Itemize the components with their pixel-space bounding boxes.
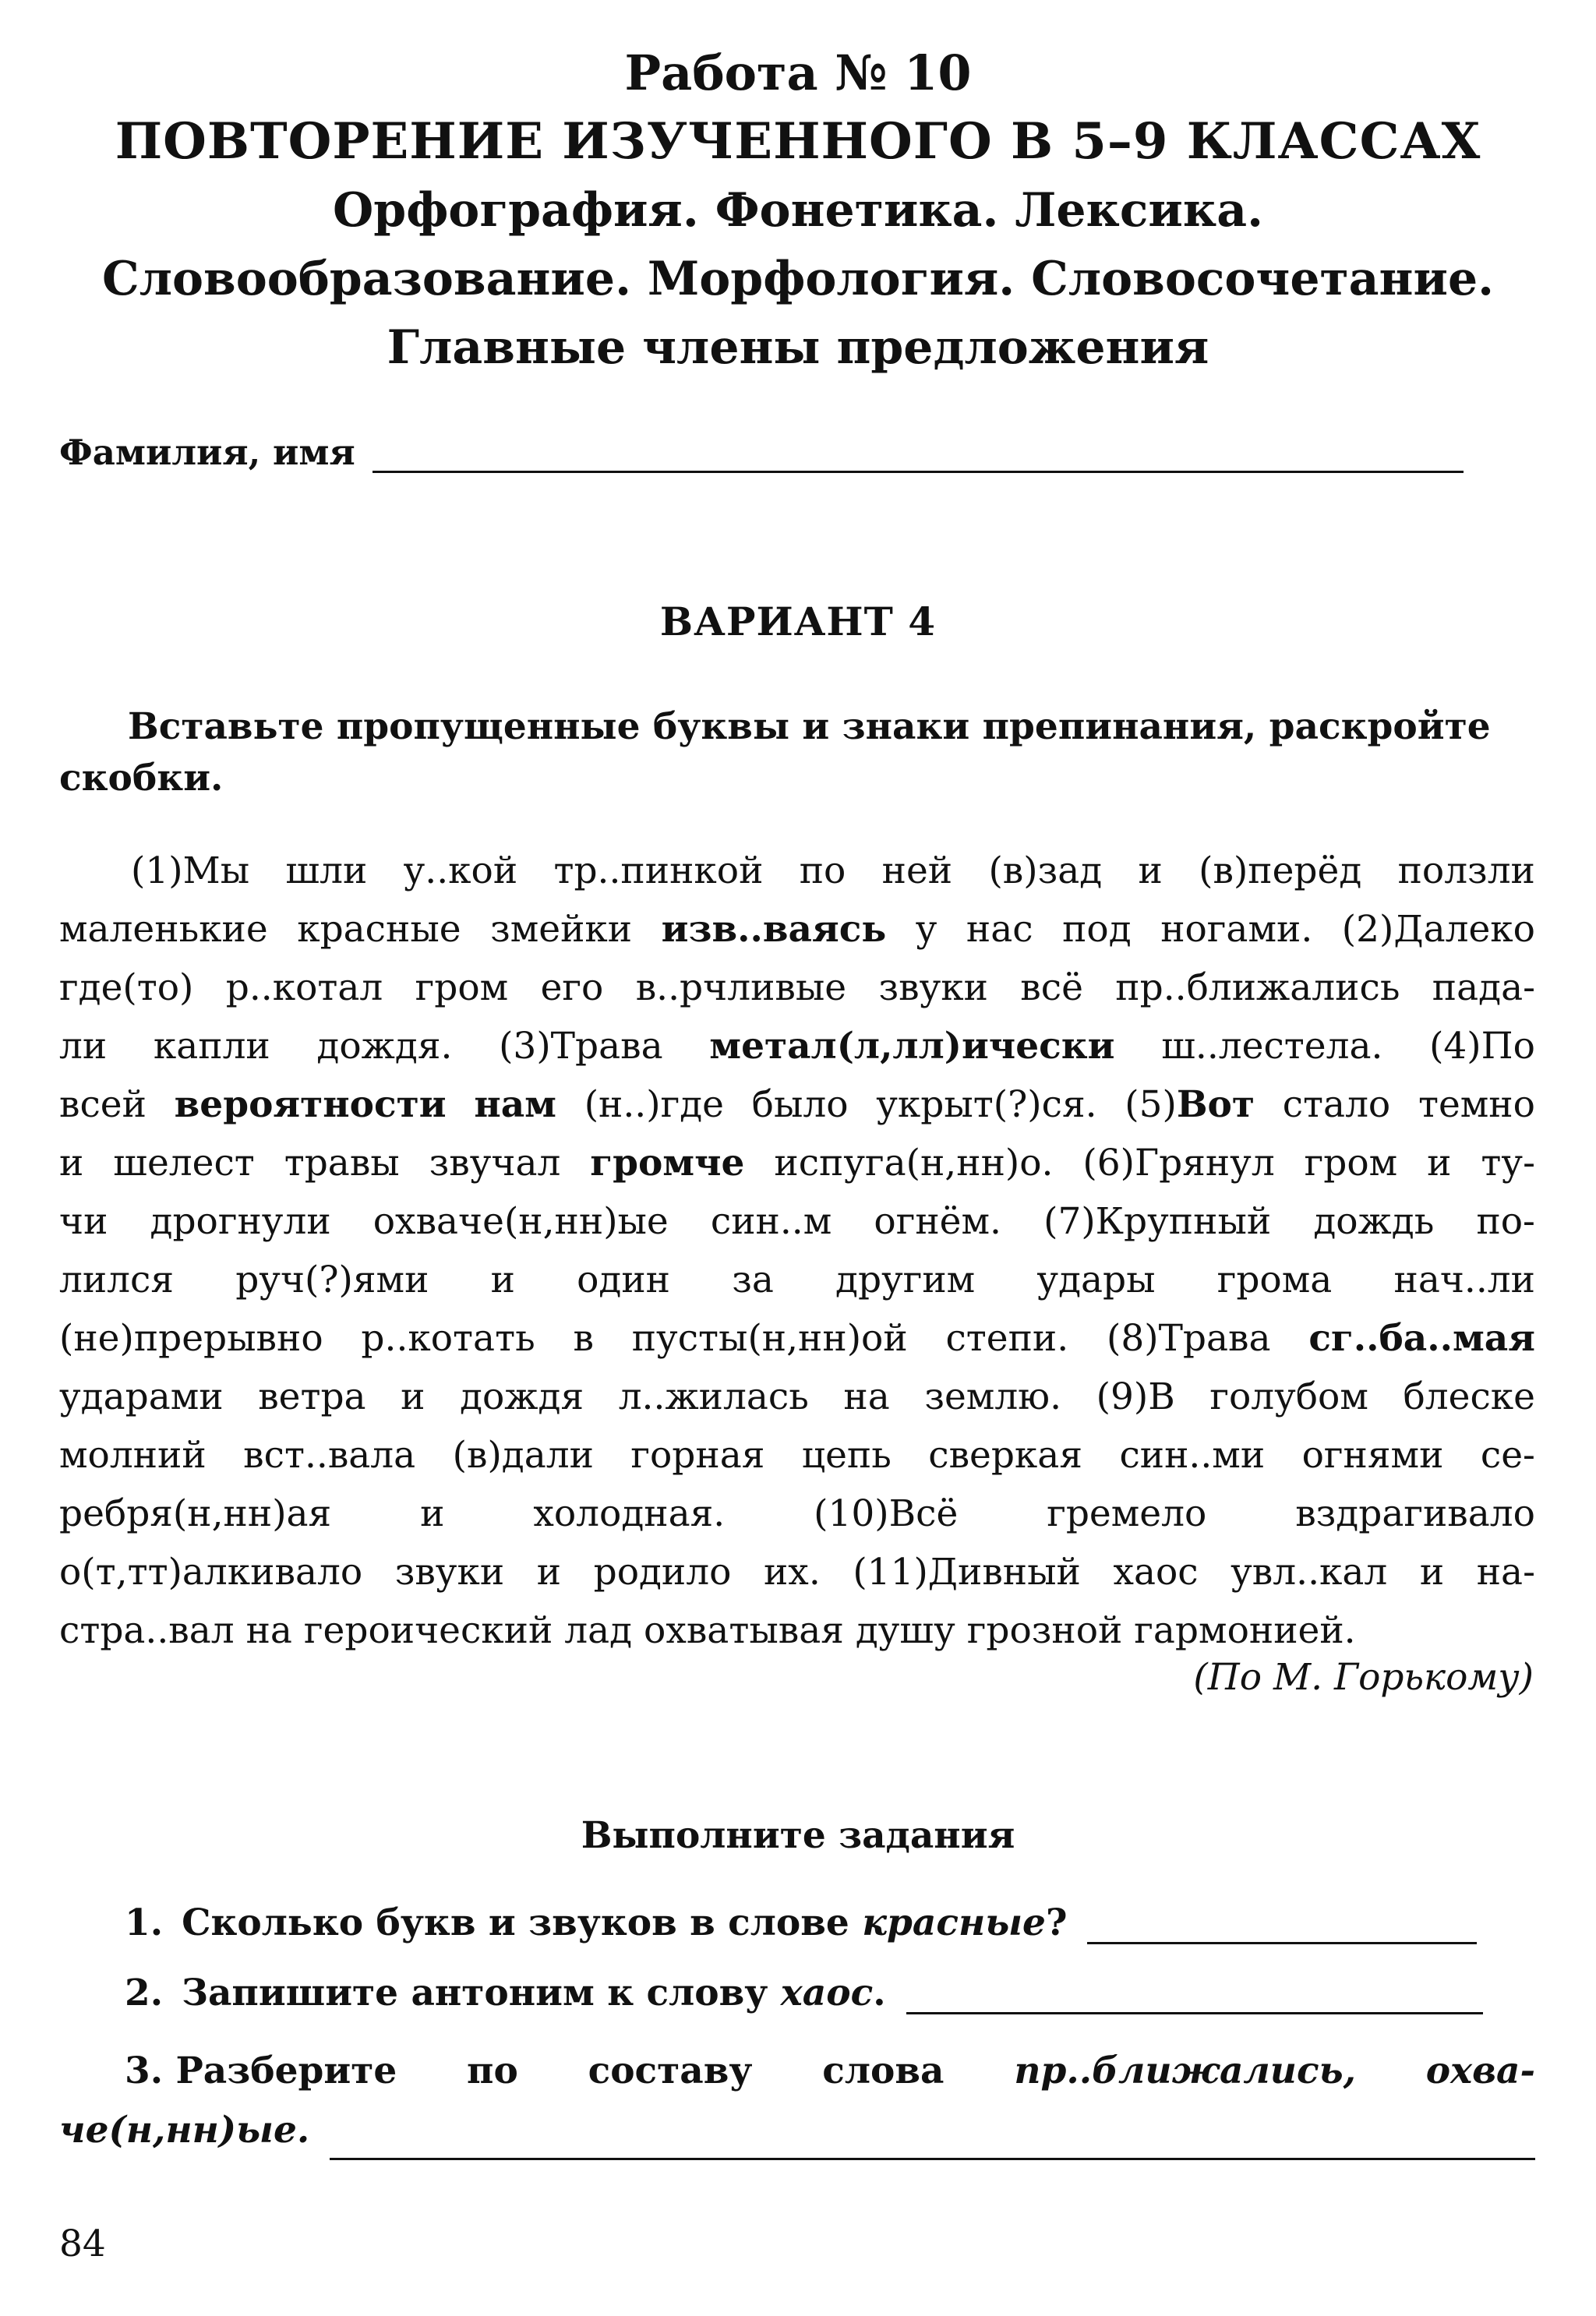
page-title: ПОВТОРЕНИЕ ИЗУЧЕННОГО В 5–9 КЛАССАХ xyxy=(115,112,1481,171)
text-word: было xyxy=(751,1083,849,1126)
text-word: родило xyxy=(593,1551,732,1594)
text-line xyxy=(59,959,1535,1017)
text-word: у..кой xyxy=(403,849,518,892)
text-word: звучал xyxy=(429,1142,561,1184)
text-word: нач..ли xyxy=(1393,1259,1535,1301)
text-word: в..рчливые xyxy=(635,966,847,1009)
text-word: степи. xyxy=(945,1317,1069,1360)
text-line xyxy=(59,842,1535,900)
task-punct: . xyxy=(296,2109,310,2152)
text-word: р..котал xyxy=(225,966,383,1009)
subtitle-line-1: Орфография. Фонетика. Лексика. xyxy=(332,183,1264,238)
task-word: хаос xyxy=(780,1972,874,2014)
text-word: и xyxy=(1419,1551,1445,1594)
text-word: Вот xyxy=(1176,1083,1255,1126)
text-word: ребря(н,нн)ая xyxy=(59,1492,332,1535)
text-word: и xyxy=(420,1492,445,1535)
text-word: шелест xyxy=(113,1142,255,1184)
text-word: гром xyxy=(415,966,509,1009)
text-word: охватывая xyxy=(644,1609,844,1652)
text-word-group xyxy=(1125,1075,1255,1134)
text-word: горная xyxy=(630,1434,765,1477)
text-word: изв..ваясь xyxy=(661,908,887,951)
text-word: капли xyxy=(153,1025,270,1068)
task-text: составу xyxy=(588,2049,753,2092)
subtitle-line-3: Главные члены предложения xyxy=(387,320,1209,375)
text-word: метал(л,лл)ически xyxy=(709,1025,1115,1068)
text-word: по xyxy=(799,849,846,892)
text-word: л..жилась xyxy=(618,1375,809,1418)
text-word: (2)Далеко xyxy=(1341,908,1535,951)
text-line xyxy=(59,1075,1535,1134)
text-word: хаос xyxy=(1113,1551,1199,1594)
text-word: увл..кал xyxy=(1231,1551,1388,1594)
text-word: блеске xyxy=(1403,1375,1535,1418)
text-word: вст..вала xyxy=(243,1434,416,1477)
text-word: (3)Трава xyxy=(499,1025,663,1068)
task-text: слова xyxy=(822,2049,945,2092)
task-text: Запишите антоним к слову xyxy=(182,1972,768,2014)
task-punct: ? xyxy=(1045,1901,1068,1944)
text-word: (в)зад xyxy=(988,849,1103,892)
text-word: (1)Мы xyxy=(131,849,250,892)
text-word: (5) xyxy=(1125,1083,1177,1126)
text-word: чи xyxy=(59,1200,108,1243)
text-word: се- xyxy=(1480,1434,1535,1477)
text-word: в xyxy=(573,1317,594,1360)
text-word: (10)Всё xyxy=(814,1492,959,1535)
text-word: син..м xyxy=(710,1200,832,1243)
task-3-line-2 xyxy=(59,2101,1535,2160)
text-word: ветра xyxy=(258,1375,366,1418)
name-field-row xyxy=(59,432,1540,473)
text-word: героический xyxy=(303,1609,553,1652)
text-word: травы xyxy=(284,1142,400,1184)
text-word: молний xyxy=(59,1434,207,1477)
text-line xyxy=(59,1368,1535,1426)
task-1 xyxy=(125,1901,1477,1944)
text-word: (9)В xyxy=(1096,1375,1175,1418)
answer-blank-line[interactable] xyxy=(1087,1905,1477,1944)
text-word: сверкая xyxy=(928,1434,1082,1477)
text-word: (н..)где xyxy=(584,1083,724,1126)
text-word: тр..пинкой xyxy=(553,849,764,892)
task-text: Сколько букв и звуков в слове xyxy=(182,1901,849,1944)
text-word: вздрагивало xyxy=(1295,1492,1535,1535)
task-3 xyxy=(59,2042,1535,2160)
text-word: по- xyxy=(1476,1200,1535,1243)
text-word: гром xyxy=(1304,1142,1398,1184)
text-word: на xyxy=(843,1375,890,1418)
text-word: душу xyxy=(855,1609,955,1652)
text-word: охваче(н,нн)ые xyxy=(373,1200,669,1243)
text-word: шли xyxy=(285,849,368,892)
task-3-line-1 xyxy=(59,2042,1535,2101)
text-word: красные xyxy=(297,908,461,951)
text-word: лился xyxy=(59,1259,175,1301)
task-text: по xyxy=(467,2049,518,2092)
text-word: вероятности xyxy=(174,1083,447,1126)
answer-blank-line[interactable] xyxy=(330,2117,1535,2160)
text-word: огнями xyxy=(1301,1434,1444,1477)
text-word: ногами. xyxy=(1160,908,1313,951)
text-word: пр..ближались xyxy=(1115,966,1400,1009)
text-word: дождя. xyxy=(316,1025,453,1068)
text-word: цепь xyxy=(801,1434,892,1477)
text-word: всей xyxy=(59,1083,147,1126)
variant-heading: ВАРИАНТ 4 xyxy=(659,598,937,644)
text-word: под xyxy=(1062,908,1132,951)
text-word: (6)Грянул xyxy=(1082,1142,1275,1184)
task-2 xyxy=(125,1972,1483,2014)
text-line xyxy=(59,1192,1535,1251)
attribution: (По М. Горькому) xyxy=(1193,1656,1534,1699)
text-word: нам xyxy=(474,1083,556,1126)
task-word: красные xyxy=(862,1901,1046,1944)
text-word: (в)дали xyxy=(452,1434,594,1477)
text-word: змейки xyxy=(490,908,633,951)
text-word: грома xyxy=(1216,1259,1333,1301)
text-word: ту- xyxy=(1481,1142,1535,1184)
text-word: землю. xyxy=(924,1375,1062,1418)
text-word: (не)прерывно xyxy=(59,1317,323,1360)
text-word: ней xyxy=(881,849,953,892)
text-word: и xyxy=(490,1259,515,1301)
task-number: 2. xyxy=(125,1972,164,2014)
text-word: и xyxy=(59,1142,84,1184)
task-word: че(н,нн)ые xyxy=(59,2109,297,2152)
task-word: пр..ближались, xyxy=(1014,2049,1356,2092)
task-word: охва- xyxy=(1425,2049,1535,2092)
tasks-title: Выполните задания xyxy=(581,1814,1015,1857)
text-word: на xyxy=(245,1609,292,1652)
page-headings xyxy=(0,39,1596,382)
text-word: и xyxy=(536,1551,562,1594)
text-word: р..котать xyxy=(361,1317,535,1360)
text-word: громче xyxy=(590,1142,745,1184)
text-word: звуки xyxy=(394,1551,505,1594)
text-word: нас xyxy=(966,908,1033,951)
name-label: Фамилия, имя xyxy=(59,432,355,473)
text-word: син..ми xyxy=(1119,1434,1266,1477)
task-text: Разберите xyxy=(175,2049,397,2092)
text-line xyxy=(59,1543,1535,1601)
text-word: стало xyxy=(1282,1083,1391,1126)
text-word: пусты(н,нн)ой xyxy=(631,1317,908,1360)
text-word: (11)Дивный xyxy=(853,1551,1081,1594)
text-word: (7)Крупный xyxy=(1043,1200,1272,1243)
text-word: стра..вал xyxy=(59,1609,235,1652)
text-line xyxy=(59,1601,1535,1660)
work-number: Работа № 10 xyxy=(624,44,972,101)
text-word: у xyxy=(915,908,937,951)
text-word: (в)перёд xyxy=(1199,849,1362,892)
text-word: (4)По xyxy=(1429,1025,1535,1068)
instruction-text: Вставьте пропущенные буквы и знаки препинания, раскройте скобки. xyxy=(59,705,1491,800)
text-word: гармонией. xyxy=(1134,1609,1356,1652)
text-word: и xyxy=(1427,1142,1452,1184)
task-number: 1. xyxy=(125,1901,164,1944)
text-line xyxy=(59,1134,1535,1192)
answer-blank-line[interactable] xyxy=(906,1975,1483,2014)
text-line xyxy=(59,1251,1535,1309)
text-word: их. xyxy=(763,1551,821,1594)
text-word: пада- xyxy=(1432,966,1535,1009)
text-word: дождь xyxy=(1313,1200,1435,1243)
text-word: дождя xyxy=(460,1375,584,1418)
text-word: где(то) xyxy=(59,966,194,1009)
text-word: голубом xyxy=(1209,1375,1368,1418)
text-word: огнём. xyxy=(874,1200,1001,1243)
text-word: ударами xyxy=(59,1375,224,1418)
page-number: 84 xyxy=(59,2222,106,2265)
text-word: холодная. xyxy=(533,1492,726,1535)
text-line xyxy=(59,1426,1535,1485)
text-line xyxy=(59,900,1535,959)
text-word: (8)Трава xyxy=(1107,1317,1271,1360)
text-word: гремело xyxy=(1047,1492,1207,1535)
text-word: на- xyxy=(1476,1551,1535,1594)
text-word: о(т,тт)алкивало xyxy=(59,1551,363,1594)
text-line xyxy=(59,1309,1535,1368)
text-word: всё xyxy=(1020,966,1083,1009)
task-punct: . xyxy=(873,1972,886,2014)
exercise-text xyxy=(59,842,1535,1660)
text-word: маленькие xyxy=(59,908,268,951)
text-word: сг..ба..мая xyxy=(1308,1317,1535,1360)
text-word: лад xyxy=(564,1609,633,1652)
name-blank-line[interactable] xyxy=(373,432,1464,473)
text-word: один xyxy=(577,1259,671,1301)
text-word: ли xyxy=(59,1025,108,1068)
subtitle-line-2: Словообразование. Морфология. Словосочетание. xyxy=(101,252,1495,306)
text-word: за xyxy=(732,1259,774,1301)
text-word: звуки xyxy=(878,966,988,1009)
text-word: руч(?)ями xyxy=(235,1259,429,1301)
text-word: и xyxy=(1138,849,1163,892)
text-word: его xyxy=(540,966,604,1009)
text-word: укрыт(?)ся. xyxy=(876,1083,1097,1126)
text-word: другим xyxy=(835,1259,976,1301)
text-line xyxy=(59,1017,1535,1075)
text-word: темно xyxy=(1418,1083,1535,1126)
text-word: грозной xyxy=(966,1609,1123,1652)
text-word: ш..лестела. xyxy=(1161,1025,1383,1068)
text-word: и xyxy=(401,1375,425,1418)
text-line xyxy=(59,1485,1535,1543)
text-word: испуга(н,нн)о. xyxy=(774,1142,1054,1184)
text-word: ползли xyxy=(1397,849,1535,892)
task-number: 3. xyxy=(125,2049,164,2092)
text-word: дрогнули xyxy=(150,1200,331,1243)
text-word: удары xyxy=(1036,1259,1156,1301)
